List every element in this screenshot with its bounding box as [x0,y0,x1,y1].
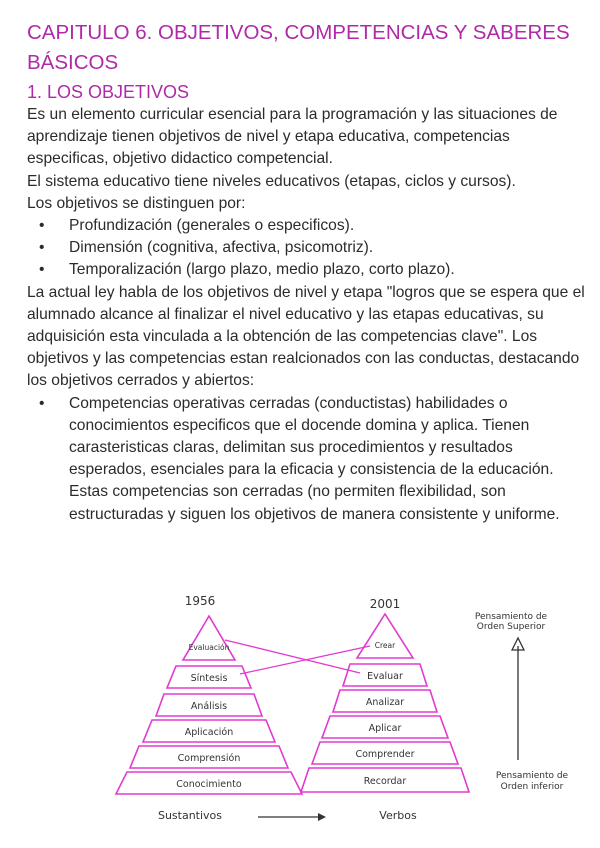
list-item: • Temporalización (largo plazo, medio plazo, corto plazo). [27,259,587,281]
paragraph-2: El sistema educativo tiene niveles educativos (etapas, ciclos y cursos). [27,172,516,190]
paragraph-4: La actual ley habla de los objetivos de nivel y etapa "logros que se espera que el alumnado alcance al finalizar el nivel educativo y las etapas educativas, su adquisición esta vinculada a la obtención de las competencias clave". Los objetivos y las competencias estan realcionados con las conductas, destacando los objetivos cerrados y abiertos: [27,283,585,390]
top-label-line-1: Pensamiento de [474,612,548,622]
left-pyramid-label: Evaluación [188,643,230,652]
paragraph-1: Es un elemento curricular esencial para la programación y las situaciones de aprendizaje tienen objetivos de nivel y etapa educativa, competencias especificas, objetivo didactico competencial. [27,106,558,168]
bloom-taxonomy-diagram [0,590,600,830]
bullet-icon: • [39,217,45,235]
left-pyramid-label: Comprensión [177,753,241,764]
bloom-taxonomy-svg [0,590,600,830]
left-pyramid-level-1 [183,616,235,660]
list-item: • Dimensión (cognitiva, afectiva, psicomotriz). [27,237,587,259]
bullet-icon: • [39,394,45,412]
left-pyramid-label: Síntesis [190,673,228,684]
left-pyramid-label: Aplicación [184,727,234,738]
left-pyramid [116,616,302,794]
list-item: • Profundización (generales o especificos). [27,215,587,237]
right-pyramid-label: Recordar [363,776,407,787]
arrow-right-icon [318,813,326,821]
right-pyramid-label: Analizar [365,697,405,708]
left-year: 1956 [184,594,216,608]
bottom-label-line-2: Orden inferior [500,782,564,792]
document-page [27,18,587,526]
competencies-list [27,393,587,526]
objectives-list [27,215,587,282]
right-pyramid-label: Comprender [355,749,415,760]
right-pyramid-label: Aplicar [368,723,402,734]
section-title: 1. LOS OBJETIVOS [27,82,190,102]
bullet-icon: • [39,239,45,257]
left-caption: Sustantivos [157,809,223,822]
right-pyramid-label: Evaluar [367,671,403,682]
top-label-line-2: Orden Superior [476,622,546,632]
paragraph-3: Los objetivos se distinguen por: [27,194,246,212]
right-pyramid-level-1 [357,614,413,658]
cross-line-evaluation-evaluar [225,640,360,673]
right-year: 2001 [369,597,401,611]
bottom-label-line-1: Pensamiento de [495,771,569,781]
cross-line-sintesis-crear [240,646,370,674]
bullet-icon: • [39,261,45,279]
chapter-title: CAPITULO 6. OBJETIVOS, COMPETENCIAS Y SABERES BÁSICOS [27,21,570,74]
right-caption: Verbos [379,809,417,822]
right-pyramid-label: Crear [374,641,396,650]
right-pyramid [301,614,469,792]
left-pyramid-label: Conocimiento [176,779,242,790]
list-item: • Competencias operativas cerradas (conductistas) habilidades o conocimientos especificos que el docende domina y aplica. Tienen carasteristicas claras, delimitan sus procedimientos y resultados esperados, esenciales para la eficacia y consistencia de la educación. Estas competencias son cerradas (no permiten flexibilidad, son estructuradas y siguen los objetivos de manera consistente y uniforme. [39,394,560,523]
document-body [27,104,587,526]
left-pyramid-label: Análisis [190,701,228,712]
